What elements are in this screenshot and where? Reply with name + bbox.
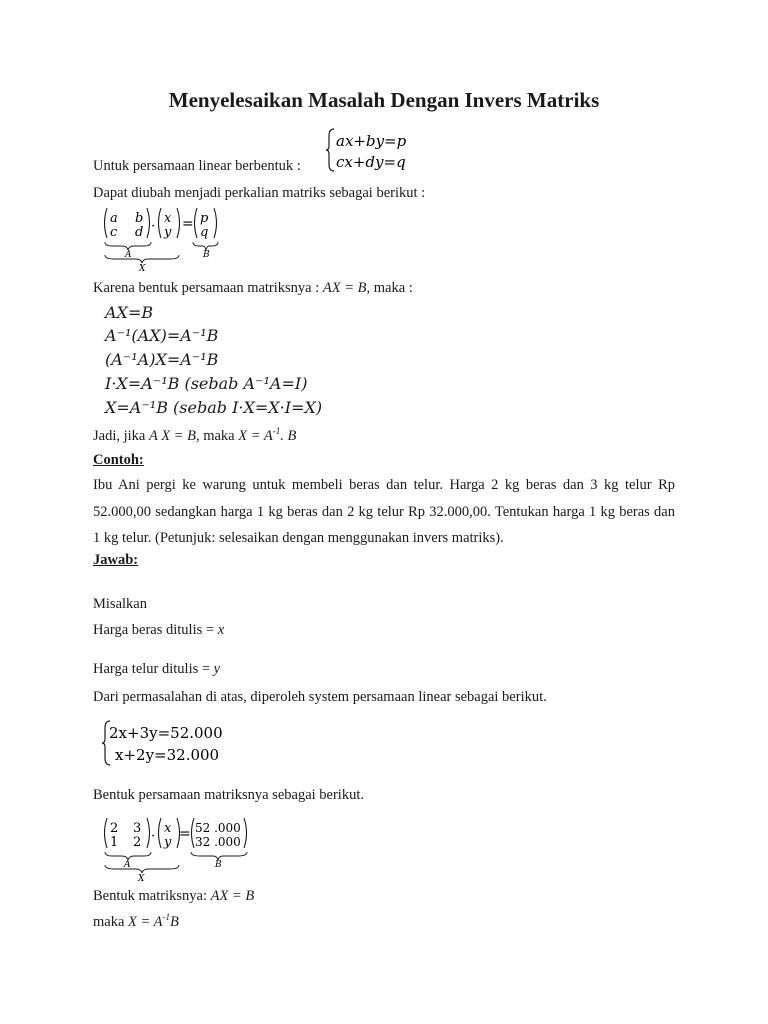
num-dot-sign: · bbox=[151, 829, 156, 844]
matrix-b-1: p bbox=[200, 211, 209, 226]
equals-sign: = bbox=[182, 216, 194, 232]
num-matrix-a-22: 2 bbox=[133, 835, 142, 850]
num-label-x: X bbox=[138, 874, 145, 883]
intro-eq-1: ax+by=p bbox=[336, 132, 407, 150]
num-equals-sign: = bbox=[179, 826, 191, 842]
final-then bbox=[93, 912, 179, 931]
rice-prefix: Harga beras ditulis = bbox=[93, 622, 218, 638]
because-suffix: , maka : bbox=[366, 280, 413, 296]
matrix-x-1: x bbox=[164, 211, 172, 226]
matrix-a-12: b bbox=[135, 211, 144, 226]
label-x: X bbox=[139, 264, 146, 273]
derivation-line-4: I·X=A⁻¹B (sebab A⁻¹A=I) bbox=[105, 374, 308, 393]
numeric-eq-2: x+2y=32.000 bbox=[115, 746, 220, 764]
final-then-e1: X = A bbox=[128, 913, 163, 930]
because-text bbox=[93, 280, 413, 297]
so-p2: , maka bbox=[195, 427, 239, 444]
so-p1: Jadi, jika bbox=[93, 427, 149, 444]
system-intro: Dari permasalahan di atas, diperoleh system persamaan linear sebagai berikut. bbox=[93, 689, 547, 705]
num-matrix-a-21: 1 bbox=[110, 835, 119, 850]
numeric-eq-1: 2x+3y=52.000 bbox=[109, 724, 223, 742]
numeric-system bbox=[102, 718, 232, 768]
matrix-b-2: q bbox=[200, 225, 209, 240]
label-b: B bbox=[203, 250, 210, 260]
final-form-prefix: Bentuk matriksnya: bbox=[93, 888, 211, 904]
so-e3: . B bbox=[280, 427, 297, 444]
matrix-equation-numeric bbox=[100, 815, 260, 883]
matrix-equation-generic bbox=[100, 205, 230, 273]
matrix-a-22: d bbox=[135, 225, 144, 240]
derivation-line-5: X=A⁻¹B (sebab I·X=X·I=X) bbox=[105, 398, 323, 417]
rice-var: x bbox=[217, 622, 225, 638]
egg-prefix: Harga telur ditulis = bbox=[93, 661, 214, 677]
matrix-form-text: Bentuk persamaan matriksnya sebagai berikut. bbox=[93, 787, 364, 803]
because-eq: AX = B bbox=[322, 280, 367, 296]
intro-eq-2: cx+dy=q bbox=[336, 153, 406, 171]
num-matrix-a-12: 3 bbox=[133, 821, 142, 836]
final-then-sup: -1 bbox=[162, 912, 171, 922]
num-label-a: A bbox=[124, 860, 131, 870]
so-e1: A X = B bbox=[148, 427, 196, 444]
let-text: Misalkan bbox=[93, 596, 147, 612]
derivation-line-2: A⁻¹(AX)=A⁻¹B bbox=[105, 326, 219, 345]
so-text bbox=[93, 426, 296, 445]
final-then-e2: B bbox=[170, 913, 179, 930]
num-matrix-x-1: x bbox=[164, 821, 172, 836]
derivation-line-1: AX=B bbox=[105, 303, 154, 322]
num-matrix-a-11: 2 bbox=[110, 821, 119, 836]
dot-sign: · bbox=[151, 219, 156, 234]
num-matrix-x-2: y bbox=[164, 835, 172, 850]
intro-system bbox=[326, 126, 436, 174]
intro-label: Untuk persamaan linear berbentuk : bbox=[93, 158, 301, 174]
convert-text: Dapat diubah menjadi perkalian matriks sebagai berikut : bbox=[93, 185, 426, 201]
final-then-prefix: maka bbox=[93, 913, 129, 930]
num-matrix-b-2: 32 .000 bbox=[195, 835, 241, 849]
so-sup: -1 bbox=[272, 426, 281, 436]
page-title: Menyelesaikan Masalah Dengan Invers Matriks bbox=[168, 88, 600, 112]
num-label-b: B bbox=[215, 860, 222, 870]
matrix-a-21: c bbox=[110, 225, 118, 240]
example-heading: Contoh: bbox=[93, 452, 144, 468]
so-e2: X = A bbox=[238, 427, 273, 444]
egg-var: y bbox=[213, 661, 221, 677]
rice-text bbox=[93, 622, 224, 639]
matrix-a-11: a bbox=[110, 211, 118, 226]
egg-text bbox=[93, 661, 220, 678]
because-prefix: Karena bentuk persamaan matriksnya : bbox=[93, 280, 323, 296]
num-matrix-b-1: 52 .000 bbox=[195, 821, 241, 835]
example-paragraph: Ibu Ani pergi ke warung untuk membeli beras dan telur. Harga 2 kg beras dan 3 kg telur Rp 52.000,00 sedangkan harga 1 kg beras dan 2 kg telur Rp 32.000,00. Tentukan harga 1 kg beras dan 1 kg telur. (Petunjuk: selesaikan dengan menggunakan invers matriks). bbox=[93, 477, 675, 546]
derivation-line-3: (A⁻¹A)X=A⁻¹B bbox=[105, 350, 219, 369]
answer-heading: Jawab: bbox=[93, 552, 139, 568]
final-form bbox=[93, 888, 254, 905]
matrix-x-2: y bbox=[164, 225, 172, 240]
label-a: A bbox=[125, 250, 132, 260]
final-form-eq: AX = B bbox=[210, 888, 255, 904]
